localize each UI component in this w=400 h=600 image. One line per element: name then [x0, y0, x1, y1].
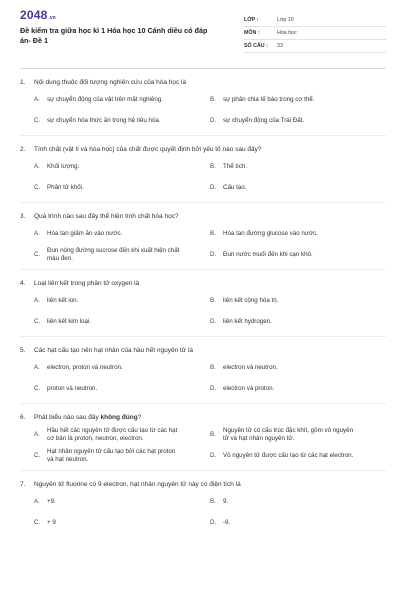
option-text: sự chuyển hóa thức ăn trong hệ tiêu hóa.: [47, 116, 161, 124]
option-letter: A.: [34, 296, 40, 304]
question-item: [20, 145, 386, 203]
option-text: Cấu tạo.: [223, 183, 247, 191]
answer-option[interactable]: [34, 292, 210, 310]
option-letter: A.: [34, 497, 40, 505]
question-divider: [20, 135, 386, 136]
question-item: [20, 413, 386, 471]
option-text: + 9: [47, 518, 56, 526]
answer-options: [34, 359, 386, 398]
answer-option[interactable]: [210, 380, 386, 398]
option-letter: B.: [210, 497, 216, 505]
option-text: Hạt nhân nguyên tử cấu tạo bởi các hạt proton và hạt neutron.: [47, 447, 176, 463]
question-number: 2.: [20, 146, 26, 153]
question-item: [20, 212, 386, 270]
answer-option[interactable]: [34, 91, 210, 109]
answer-option[interactable]: [210, 313, 386, 331]
question-item: [20, 480, 386, 532]
answer-option[interactable]: [34, 514, 210, 532]
option-text: liên kết cộng hóa trị.: [223, 296, 279, 304]
option-letter: D.: [210, 183, 217, 191]
answer-option[interactable]: [34, 158, 210, 176]
answer-option[interactable]: [34, 179, 210, 197]
answer-option[interactable]: [210, 112, 386, 130]
question-text: [20, 145, 386, 154]
answer-option[interactable]: [210, 179, 386, 197]
question-body: [34, 78, 186, 87]
question-body: [34, 413, 141, 422]
question-body: [34, 212, 179, 221]
logo-text: 2048: [20, 8, 48, 22]
option-letter: A.: [34, 430, 40, 438]
question-divider: [20, 269, 386, 270]
option-text: electron, proton và neutron.: [47, 363, 123, 371]
question-divider: [20, 470, 386, 471]
question-body: [34, 145, 262, 154]
question-text: [20, 212, 386, 221]
option-letter: C.: [34, 451, 41, 459]
option-text: electron và proton.: [223, 384, 275, 392]
option-letter: C.: [34, 518, 41, 526]
option-letter: D.: [210, 116, 217, 124]
meta-label: SỐ CÂU :: [244, 43, 268, 49]
question-bold-text: không đúng: [100, 414, 138, 421]
answer-option[interactable]: [34, 313, 210, 331]
option-letter: B.: [210, 296, 216, 304]
question-number: 1.: [20, 79, 26, 86]
option-letter: C.: [34, 183, 41, 191]
option-text: Khối lượng.: [47, 162, 80, 170]
answer-option[interactable]: [34, 246, 210, 264]
header-left: [20, 8, 210, 58]
meta-box: [244, 14, 386, 58]
question-list: [20, 78, 386, 532]
option-text: 9.: [223, 497, 229, 505]
option-text: liên kết kim loại.: [47, 317, 92, 325]
option-letter: B.: [210, 95, 216, 103]
option-letter: B.: [210, 363, 216, 371]
question-text: [20, 480, 386, 489]
answer-option[interactable]: [210, 493, 386, 511]
header-divider: [20, 68, 386, 69]
question-item: [20, 279, 386, 337]
option-text: proton và neutron.: [47, 384, 98, 392]
question-text: [20, 78, 386, 87]
option-text: sự phân chia tế bào trong cơ thể.: [223, 95, 315, 103]
question-body: [34, 480, 241, 489]
option-letter: A.: [34, 162, 40, 170]
meta-label: LỚP :: [244, 17, 259, 23]
option-text: Phân tử khối.: [47, 183, 84, 191]
answer-option[interactable]: [34, 447, 210, 465]
question-divider: [20, 202, 386, 203]
question-number: 7.: [20, 481, 26, 488]
option-letter: C.: [34, 317, 41, 325]
question-pre-text: Nội dung thuộc đối tượng nghiên cứu của hóa học là: [34, 79, 187, 86]
option-letter: D.: [210, 384, 217, 392]
option-text: Hầu hết các nguyên tử được cấu tạo từ các hạt cơ bản là proton, neutron, electron.: [47, 426, 178, 442]
meta-row-grade: [244, 14, 386, 27]
answer-options: [34, 292, 386, 331]
option-letter: D.: [210, 317, 217, 325]
answer-option[interactable]: [34, 112, 210, 130]
question-text: [20, 413, 386, 422]
option-text: Nguyên tử có cấu trúc đặc khít, gồm vỏ nguyên tử và hạt nhân nguyên tử.: [223, 426, 354, 442]
option-letter: A.: [34, 363, 40, 371]
option-text: Hòa tan đường glucose vào nước.: [223, 229, 318, 237]
option-letter: B.: [210, 162, 216, 170]
question-body: [34, 279, 139, 288]
option-letter: B.: [210, 430, 216, 438]
meta-value: 33: [277, 43, 283, 49]
answer-option[interactable]: [210, 514, 386, 532]
answer-option[interactable]: [210, 359, 386, 377]
option-letter: B.: [210, 229, 216, 237]
brand-logo[interactable]: [20, 8, 210, 22]
answer-option[interactable]: [210, 225, 386, 243]
answer-options: [34, 493, 386, 532]
answer-option[interactable]: [34, 225, 210, 243]
meta-row-subject: [244, 27, 386, 40]
option-letter: C.: [34, 250, 41, 258]
answer-option[interactable]: [34, 493, 210, 511]
option-text: Đun nước muối đến khi cạn khô.: [223, 250, 313, 258]
question-item: [20, 78, 386, 136]
option-text: +9.: [47, 497, 56, 505]
option-text: Đun nóng đường sucrose đến khi xuất hiện chất màu đen.: [47, 246, 180, 262]
answer-options: [34, 426, 386, 465]
question-number: 6.: [20, 414, 26, 421]
option-letter: C.: [34, 384, 41, 392]
option-text: liên kết ion.: [47, 296, 79, 304]
answer-option[interactable]: [210, 158, 386, 176]
question-pre-text: Loại liên kết trong phân tử oxygen là: [34, 280, 140, 287]
question-item: [20, 346, 386, 404]
answer-option[interactable]: [34, 380, 210, 398]
option-letter: D.: [210, 451, 217, 459]
option-text: electron và neutron.: [223, 363, 278, 371]
logo-suffix: .vn: [48, 15, 56, 21]
question-number: 3.: [20, 213, 26, 220]
option-text: Vỏ nguyên tử được cấu tạo từ các hạt electron.: [223, 451, 354, 459]
answer-option[interactable]: [34, 359, 210, 377]
option-letter: D.: [210, 250, 217, 258]
option-text: sự chuyển động của vật trên mặt nghiêng.: [47, 95, 163, 103]
answer-options: [34, 91, 386, 130]
answer-option[interactable]: [210, 246, 386, 264]
question-pre-text: Các hạt cấu tạo nên hạt nhân của hầu hết nguyên tử là: [34, 347, 194, 354]
question-divider: [20, 336, 386, 337]
meta-row-count: [244, 40, 386, 53]
meta-value: Lớp 10: [277, 17, 294, 23]
option-text: Hòa tan giấm ăn vào nước.: [47, 229, 123, 237]
answer-option[interactable]: [210, 447, 386, 465]
option-text: Thể tích.: [223, 162, 248, 170]
meta-label: MÔN :: [244, 30, 260, 36]
question-post-text: ?: [137, 414, 142, 421]
answer-option[interactable]: [34, 426, 210, 444]
question-text: [20, 346, 386, 355]
question-pre-text: Quá trình nào sau đây thể hiện tính chất hóa học?: [34, 213, 179, 220]
page-title: Đề kiểm tra giữa học kì 1 Hóa học 10 Cánh diều có đáp án- Đề 1: [20, 26, 208, 45]
answer-option[interactable]: [210, 292, 386, 310]
option-letter: D.: [210, 518, 217, 526]
answer-option[interactable]: [210, 426, 386, 444]
question-body: [34, 346, 193, 355]
question-number: 4.: [20, 280, 26, 287]
header: [20, 8, 386, 58]
answer-options: [34, 225, 386, 264]
option-text: -9.: [223, 518, 231, 526]
option-text: sự chuyển động của Trái Đất.: [223, 116, 305, 124]
question-pre-text: Phát biểu nào sau đây: [34, 414, 101, 421]
option-letter: A.: [34, 229, 40, 237]
answer-options: [34, 158, 386, 197]
question-number: 5.: [20, 347, 26, 354]
option-letter: A.: [34, 95, 40, 103]
option-text: liên kết hydrogen.: [223, 317, 272, 325]
question-pre-text: Nguyên tử fluorine có 9 electron, hạt nhân nguyên tử này có điện tích là: [34, 481, 241, 488]
question-pre-text: Tính chất (vật lí và hóa học) của chất được quyết định bởi yếu tố nào sau đây?: [34, 146, 262, 153]
question-text: [20, 279, 386, 288]
question-divider: [20, 403, 386, 404]
meta-value: Hóa học: [277, 30, 297, 36]
answer-option[interactable]: [210, 91, 386, 109]
option-letter: C.: [34, 116, 41, 124]
